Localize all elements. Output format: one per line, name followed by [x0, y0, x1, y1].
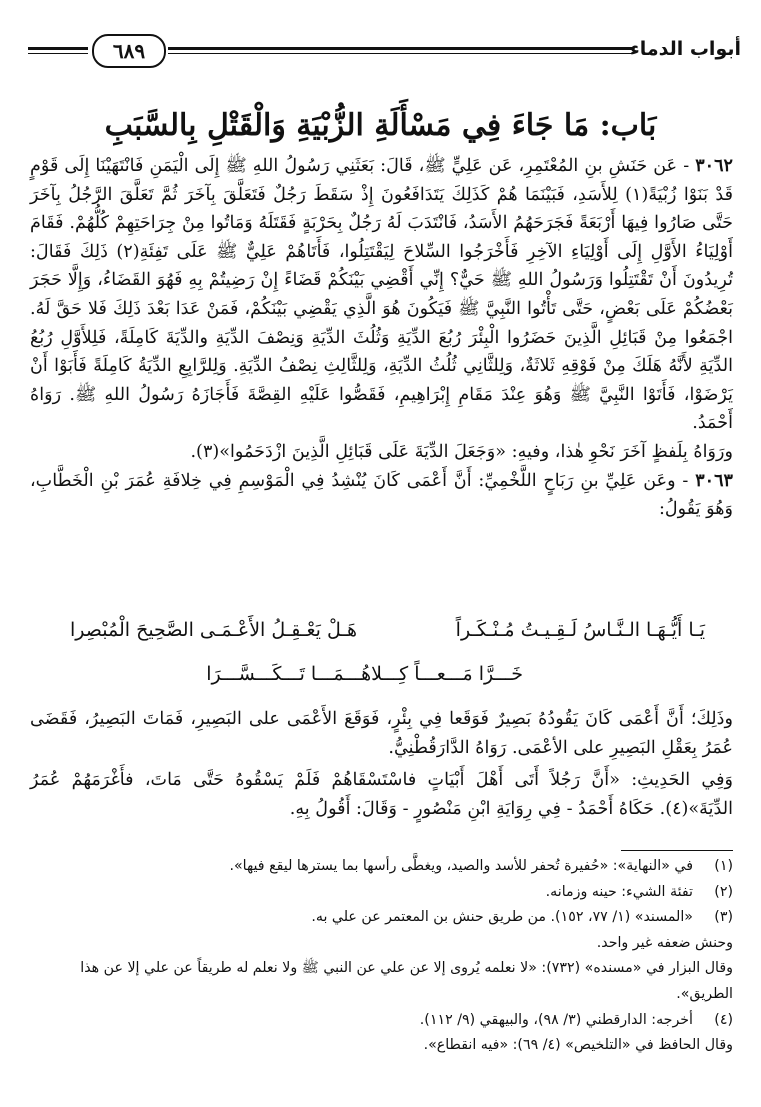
footnote-continuation [34, 931, 733, 957]
footnote-text: أخرجه: الدارقطني (٣/ ٩٨)، والبيهقي (٩/ ١١٢). [419, 1011, 693, 1028]
hadith-paragraph [30, 152, 733, 438]
footnote-number: (٣) [714, 909, 733, 926]
footnote-divider [621, 850, 733, 851]
paragraph: وذَلِكَ؛ أَنَّ أَعْمَى كَانَ يَقُودُهُ بَصِيرٌ فَوَقَعا فِي بِئْرٍ، فَوَقَعَ الأَعْمَى على البَصِيرِ، فَمَاتَ البَصِيرُ، فَقَضَى عُمَرُ بِعَقْلِ البَصِيرِ على الأعْمَى. رَوَاهُ الدَّارَقُطْنِيُّ. [30, 709, 733, 758]
running-header [28, 34, 741, 74]
footnote-number: (٤) [714, 1011, 733, 1028]
footnote-text: «المسند» (١/ ٧٧، ١٥٢). من طريق حنش بن المعتمر عن علي به. [311, 909, 693, 926]
hadith-number: ٣٠٦٣ [695, 469, 733, 491]
poem [30, 612, 733, 700]
header-rule [168, 47, 633, 50]
poem-verse-1 [30, 612, 733, 656]
hemistich-left: هَـلْ يَعْـقِـلُ الأَعْـمَـى الصَّحِيحَ الْمُبْصِرا [70, 619, 357, 641]
footnote-text: وحنش ضعفه غير واحد. [596, 934, 733, 951]
poem-verse-2 [30, 656, 733, 700]
running-title: أبواب الدماء [629, 38, 741, 60]
footnote [34, 905, 733, 931]
header-rule-left [28, 47, 88, 50]
hadith-paragraph [30, 467, 733, 524]
footnote-text: في «النهاية»: «حُفيرة تُحفر للأسد والصيد، ويغطَّى رأسها بما يسترها ليقع فيها». [229, 858, 693, 874]
hadith-3062-block [30, 152, 733, 524]
footnote-continuation [34, 956, 733, 1007]
footnote [34, 854, 733, 880]
header-rule-left-thin [28, 53, 88, 54]
footnote [34, 880, 733, 906]
footnote-text: تفئة الشيء: حينه وزمانه. [545, 883, 693, 900]
hadith-tail: ورَوَاهُ بِلَفظٍ آخَرَ نَحْوِ هٰذا، وفيهِ: «وَجَعَلَ الدِّيَةَ عَلَى قَبَائِلِ الَّذِينَ ازْدَحَمُوا»(٣). [190, 441, 733, 462]
chapter-title: بَاب: مَا جَاءَ فِي مَسْأَلَةِ الزُّبْيَةِ وَالْقَتْلِ بِالسَّبَبِ [104, 108, 657, 143]
paragraph: وَفِي الحَدِيثِ: «أَنَّ رَجُلاً أَتَى أَهْلَ أَبْيَاتٍ فاسْتَسْقَاهُمْ فَلَمْ يَسْقُوهُ حَتَّى مَاتَ، فأَغْرَمَهُمْ عُمَرُ الدِّيَةَ»(٤). حَكَاهُ أَحْمَدُ - فِي رِوَايَةِ ابْنِ مَنْصُورٍ - وَقَالَ: أَقُولُ بِهِ. [30, 770, 733, 819]
header-rule-thin [168, 53, 633, 54]
footnote [34, 1008, 733, 1034]
hemistich-center: خَـــرَّا مَـــعـــاً كِـــلاهُـــمَـــا تَـــكَـــسَّـــرَا [206, 663, 523, 685]
hadith-text: - عَن حَنَشِ بنِ المُعْتَمِرِ، عَن عَلِيٍّ ﷺ، قَالَ: بَعَثَنِي رَسُولُ اللهِ ﷺ إِلَى الْيَمَنِ فَانْتَهَيْنَا إِلَى قَوْمٍ قَدْ بَنَوْا زُبْيَةً(١) لِلأَسَدِ، فَبَيْنَمَا هُمْ كَذَلِكَ يَتَدَافَعُونَ إِذْ سَقَطَ رَجُلٌ فَتَعَلَّقَ بِآخَرَ ثُمَّ تَعَلَّقَ الرَّجُلُ بِآخَرَ حَتَّى صَارُوا فِيهَا أَرْبَعَةً فَجَرَحَهُمُ الأَسَدُ، فَانْتَدَبَ لَهُ رَجُلٌ بِحَرْبَةٍ فَقَتَلَهُ وَمَاتُوا مِنْ جِرَاحَتِهِمْ كُلُّهُمْ. فَقَامَ أَوْلِيَاءُ الأَوَّلِ إِلَى أَوْلِيَاءِ الآخِرِ فَأَخْرَجُوا السِّلاحَ لِيَقْتَتِلُوا، فَأَتَاهُمْ عَلِيٌّ ﷺ عَلَى تَفِئَةِ(٢) ذَلِكَ فَقَالَ: تُرِيدُونَ أَنْ تَقْتَتِلُوا وَرَسُولُ اللهِ ﷺ حَيٌّ؟ إِنِّي أَقْضِي بَيْنَكُمْ قَضَاءً إِنْ رَضِيتُمْ بِهِ فَهُوَ القَضَاءُ، وَإِلَّا حَجَرَ بَعْضُكُمْ عَلَى بَعْضٍ، حَتَّى تَأْتُوا النَّبِيَّ ﷺ فَيَكُونَ هُوَ الَّذِي يَقْضِي بَيْنَكُمْ، فَمَنْ عَدَا بَعْدَ ذَلِكَ فَلا حَقَّ لَهُ. اجْمَعُوا مِنْ قَبَائِلِ الَّذِينَ حَضَرُوا الْبِئْرَ رُبُعَ الدِّيَةِ وَثُلُثَ الدِّيَةِ وَنِصْفَ الدِّيَةِ والدِّيَةَ كَامِلَةً، فَلِلأَوَّلِ رُبُعُ الدِّيَةِ لأَنَّهُ هَلَكَ مِنْ فَوْقِهِ ثَلاثَةٌ، وَلِلثَّانِي ثُلُثُ الدِّيَةِ، وَلِلثَّالِثِ نِصْفُ الدِّيَةِ. وَلِلرَّابِعِ الدِّيَةُ كَامِلَةً فَأَبَوْا أَنْ يَرْضَوْا، فَأَتَوْا النَّبِيَّ ﷺ وَهُوَ عِنْدَ مَقَامِ إِبْرَاهِيمِ، فَقَصُّوا عَلَيْهِ القِصَّةَ فَأَجَازَهُ رَسُولُ اللهِ ﷺ. رَوَاهُ أَحْمَدُ. [30, 156, 734, 434]
footnotes [34, 854, 733, 1059]
footnote-number: (٢) [714, 883, 733, 900]
footnote-number: (١) [714, 858, 733, 874]
hadith-number: ٣٠٦٢ [695, 155, 733, 176]
post-poem-text [30, 705, 733, 827]
footnote-text: وقال الحافظ في «التلخيص» (٤/ ٦٩): «فيه انقطاع». [423, 1037, 733, 1054]
footnote-text: وقال البزار في «مسنده» (٧٣٢): «لا نعلمه يُروى إلا عن علي عن النبي ﷺ ولا نعلم له طريقاً عن علي إلا عن هذا الطريق». [80, 960, 733, 1002]
page-number: ٦٨٩ [92, 34, 166, 68]
footnote-continuation [34, 1033, 733, 1059]
hadith-text: - وعَن عَلِيِّ بنِ رَبَاحٍ اللَّخْمِيِّ: أَنَّ أَعْمَى كَانَ يُنْشِدُ فِي الْمَوْسِمِ فِي خِلافَةِ عُمَرَ بْنِ الْخَطَّابِ، وَهُوَ يَقُولُ: [30, 470, 733, 520]
hemistich-right: يَـا أَيُّـهَـا الـنَّـاسُ لَـقِـيـتُ مُـنْـكَـراً [455, 619, 705, 641]
